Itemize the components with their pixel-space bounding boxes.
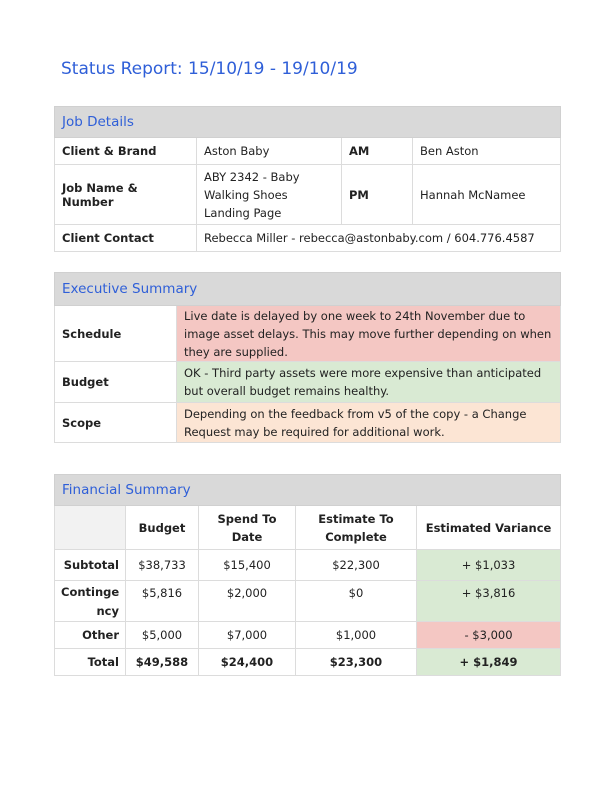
col-budget: Budget bbox=[126, 506, 199, 550]
job-details-header: Job Details bbox=[55, 107, 561, 138]
other-variance: - $3,000 bbox=[417, 622, 561, 649]
contingency-label-part1: Continge bbox=[61, 585, 120, 599]
row-label-total: Total bbox=[55, 649, 126, 676]
other-estimate: $1,000 bbox=[296, 622, 417, 649]
row-label-other: Other bbox=[55, 622, 126, 649]
client-contact-label: Client Contact bbox=[55, 225, 197, 252]
executive-summary-header: Executive Summary bbox=[55, 273, 561, 306]
pm-value: Hannah McNamee bbox=[413, 165, 561, 225]
total-variance: + $1,849 bbox=[417, 649, 561, 676]
total-budget: $49,588 bbox=[126, 649, 199, 676]
am-value: Ben Aston bbox=[413, 138, 561, 165]
pm-label: PM bbox=[342, 165, 413, 225]
col-estimated-variance: Estimated Variance bbox=[417, 506, 561, 550]
subtotal-estimate: $22,300 bbox=[296, 550, 417, 581]
other-budget: $5,000 bbox=[126, 622, 199, 649]
total-estimate: $23,300 bbox=[296, 649, 417, 676]
schedule-label: Schedule bbox=[55, 306, 177, 362]
contingency-variance: + $3,816 bbox=[417, 581, 561, 622]
contingency-estimate: $0 bbox=[296, 581, 417, 622]
col-spend-to-date: Spend To Date bbox=[199, 506, 296, 550]
row-label-contingency bbox=[55, 581, 126, 622]
contingency-spend: $2,000 bbox=[199, 581, 296, 622]
contingency-budget: $5,816 bbox=[126, 581, 199, 622]
col-estimate-to-complete: Estimate To Complete bbox=[296, 506, 417, 550]
executive-summary-table bbox=[54, 272, 561, 443]
financial-summary-header: Financial Summary bbox=[55, 475, 561, 506]
row-label-subtotal: Subtotal bbox=[55, 550, 126, 581]
client-brand-value: Aston Baby bbox=[197, 138, 342, 165]
total-spend: $24,400 bbox=[199, 649, 296, 676]
scope-label: Scope bbox=[55, 403, 177, 443]
budget-label: Budget bbox=[55, 362, 177, 403]
client-contact-value: Rebecca Miller - rebecca@astonbaby.com / 604.776.4587 bbox=[197, 225, 561, 252]
other-spend: $7,000 bbox=[199, 622, 296, 649]
corner-cell bbox=[55, 506, 126, 550]
schedule-text: Live date is delayed by one week to 24th November due to image asset delays. This may move further depending on when they are supplied. bbox=[177, 306, 561, 362]
contingency-label-part2: ncy bbox=[96, 604, 119, 618]
subtotal-budget: $38,733 bbox=[126, 550, 199, 581]
report-title: Status Report: 15/10/19 - 19/10/19 bbox=[61, 59, 358, 79]
budget-text: OK - Third party assets were more expensive than anticipated but overall budget remains healthy. bbox=[177, 362, 561, 403]
subtotal-spend: $15,400 bbox=[199, 550, 296, 581]
subtotal-variance: + $1,033 bbox=[417, 550, 561, 581]
client-brand-label: Client & Brand bbox=[55, 138, 197, 165]
job-details-table bbox=[54, 106, 561, 252]
scope-text: Depending on the feedback from v5 of the copy - a Change Request may be required for additional work. bbox=[177, 403, 561, 443]
am-label: AM bbox=[342, 138, 413, 165]
financial-summary-table bbox=[54, 474, 561, 676]
job-name-value: ABY 2342 - Baby Walking Shoes Landing Page bbox=[197, 165, 342, 225]
job-name-label: Job Name & Number bbox=[55, 165, 197, 225]
